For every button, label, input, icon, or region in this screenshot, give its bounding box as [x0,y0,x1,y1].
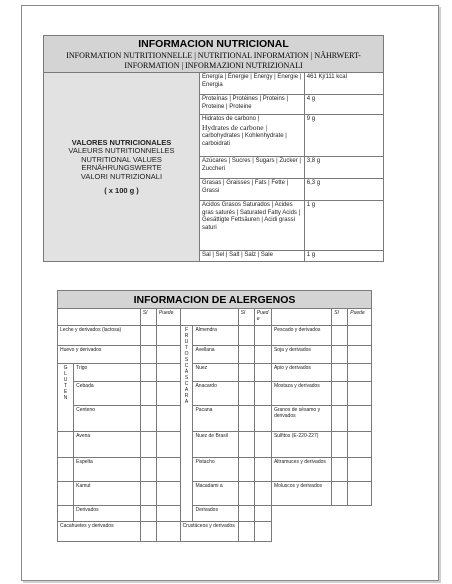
check-cell [238,364,254,382]
header-blank [180,309,238,326]
check-cell [254,406,271,432]
allergen-gluten: Kamut [74,482,141,506]
check-cell [254,458,271,482]
allergen-table [57,290,372,542]
allergen-nut: Derivados [193,506,238,522]
allergen-gluten: Trigo [74,364,141,382]
allergen-other: Mostaza y derivados [271,382,331,406]
col-puede-1: Puede [156,309,180,326]
col-si-1: SI [140,309,156,326]
header-blank [271,309,331,326]
nutrition-values-fr: VALEURS NUTRITIONNELLES [68,146,175,155]
nutrition-row-value: 3,8 g [304,157,383,179]
allergen-gluten: Centeno [74,406,141,432]
allergen-nut: Avellana [193,346,238,364]
check-cell [254,382,271,406]
allergen-leche: Leche y derivados (lactosa) [58,326,141,346]
check-cell [140,506,156,522]
check-cell [140,406,156,432]
check-cell [156,364,180,382]
check-cell [254,326,271,346]
check-cell [254,522,271,542]
gluten-spacer [58,458,74,482]
allergen-nut: Pistacho [193,458,238,482]
carbs-label-fr: Hydrates de carbone | [201,122,267,132]
gluten-spacer [58,432,74,458]
allergen-gluten: Cebada [74,382,141,406]
check-cell [156,382,180,406]
check-cell [238,406,254,432]
nutrition-row-label: Acidos Grasos Saturados | Acides gras saturés | Saturated Fatty Acids | Gesättigte Fettsäuren | Acidi grassi saturi [199,201,304,251]
check-cell [238,326,254,346]
check-cell [156,458,180,482]
check-cell [238,346,254,364]
check-cell [156,432,180,458]
allergen-nut: Pacana [193,406,238,432]
check-cell [348,406,372,432]
nutrition-subtitle-2: INFORMATION | INFORMAZIONI NUTRIZIONALI [124,61,303,70]
nutrition-row-value: 4 g [304,95,383,115]
frutos-cascara-vertical: F R U T O S C Á S C A R A [180,326,193,522]
nutrition-values-en: NUTRITIONAL VALUES [81,154,162,164]
allergen-other: Altramuces y derivados [271,458,331,482]
allergen-other: Granos de sésamo y derivados [271,406,331,432]
nutrition-values-label [44,73,200,262]
nutrition-row-label: Energía | Énergie | Energy | Energie | Energia [199,73,304,95]
gluten-spacer [58,482,74,506]
check-cell [332,326,348,346]
gluten-vertical: G L U T E N [58,364,74,432]
check-cell [156,482,180,506]
allergen-other: Soja y derivados [271,346,331,364]
check-cell [238,432,254,458]
nutrition-values-es: VALORES NUTRICIONALES [71,137,172,147]
allergen-gluten: Avena [74,432,141,458]
carbs-label-other: carbohydrates | Kohlenhydrate | carboidrati [201,133,287,147]
check-cell [238,458,254,482]
nutrition-row-value: 9 g [304,115,383,157]
check-cell [238,506,254,522]
check-cell [348,458,372,482]
check-cell [156,326,180,346]
check-cell [348,432,372,458]
check-cell [238,482,254,506]
allergen-nut: Almendra [193,326,238,346]
nutrition-header [43,35,384,72]
allergen-title: INFORMACION DE ALERGENOS [57,290,372,308]
check-cell [156,506,180,522]
nutrition-table [43,35,384,262]
nutrition-row-label [199,115,304,157]
nutrition-row-value: 1 g [304,251,383,262]
allergen-huevo: Huevo y derivados [58,346,141,364]
check-cell [238,522,254,542]
check-cell [254,346,271,364]
nutrition-row-value: 6,3 g [304,179,383,201]
allergen-nut: Nuez de Brasil [193,432,238,458]
col-si-2: SI [238,309,254,326]
allergen-nut: Macadami a [193,482,238,506]
check-cell [348,364,372,382]
check-cell [348,346,372,364]
check-cell [140,458,156,482]
check-cell [140,482,156,506]
nutrition-values-it: VALORI NUTRIZIONALI [80,171,163,181]
col-puede-2: Pued e [254,309,271,326]
nutrition-values-de: ERNÄHRUNGSWERTE [81,163,162,172]
check-cell [156,522,180,542]
allergen-crustaceos: Crustáceos y derivados [180,522,238,542]
allergen-gluten: Derivados [74,506,141,522]
allergen-other: Pescado y derivados [271,326,331,346]
nutrition-row-value: 1 g [304,201,383,251]
nutrition-title: INFORMACION NUTRICIONAL [138,38,289,50]
header-blank [58,309,141,326]
allergen-gluten: Espelta [74,458,141,482]
check-cell [140,364,156,382]
allergen-cacahuetes: Cacahuetes y derivados [58,522,141,542]
check-cell [332,432,348,458]
allergen-nut: Nuez [193,364,238,382]
check-cell [156,346,180,364]
check-cell [140,326,156,346]
nutrition-row-label: Sal | Sel | Salt | Salz | Sale [199,251,304,262]
check-cell [140,522,156,542]
check-cell [332,482,348,506]
check-cell [332,382,348,406]
allergen-other: Apio y derivados [271,364,331,382]
nutrition-row-label: Azúcares | Sucres | Sugars | Zucker | Zuccheri [199,157,304,179]
check-cell [156,406,180,432]
check-cell [140,382,156,406]
nutrition-row-value: 461 Kj/111 kcal [304,73,383,95]
allergen-nut: Anacardo [193,382,238,406]
check-cell [348,382,372,406]
check-cell [332,458,348,482]
check-cell [348,482,372,506]
allergen-header-row [58,309,372,326]
check-cell [254,482,271,506]
carbs-label-es: Hidratos de carbono | [201,116,260,122]
check-cell [254,364,271,382]
check-cell [332,346,348,364]
gluten-spacer [58,506,74,522]
empty-cell [271,522,371,542]
check-cell [332,364,348,382]
per-100g-label: ( x 100 g ) [104,186,139,195]
check-cell [332,406,348,432]
check-cell [254,432,271,458]
allergen-other: Sulfitos (E-220-227) [271,432,331,458]
allergen-other: Moluscos y derivados [271,482,331,506]
check-cell [348,326,372,346]
empty-cell [271,506,371,522]
col-puede-3: Puede [348,309,372,326]
check-cell [140,432,156,458]
check-cell [238,382,254,406]
check-cell [140,346,156,364]
nutrition-row-label: Proteínas | Protéines | Proteins | Proteine | Proteine [199,95,304,115]
col-si-3: SI [332,309,348,326]
nutrition-subtitle-1: INFORMATION NUTRITIONNELLE | NUTRITIONAL INFORMATION | NÄHRWERT- [66,51,361,60]
check-cell [254,506,271,522]
nutrition-row-label: Grasas | Graisses | Fats | Fette | Grassi [199,179,304,201]
